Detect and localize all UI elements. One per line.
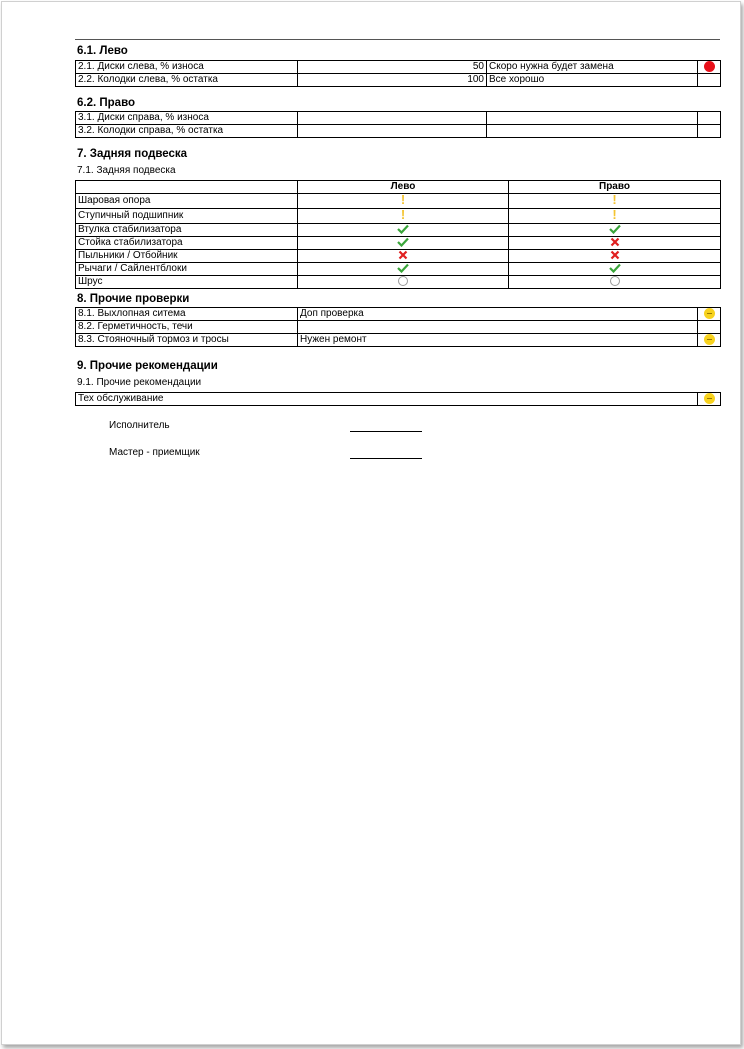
table-row: [76, 224, 721, 237]
row-label: Стойка стабилизатора: [76, 237, 298, 250]
table-row: [76, 194, 721, 209]
brakes-right-table: [75, 111, 721, 138]
row-comment: Скоро нужна будет замена: [487, 61, 698, 74]
checkmark-icon: [397, 224, 409, 234]
red-status-dot-icon: [704, 61, 715, 72]
left-status-cell: [298, 224, 509, 237]
row-label: Пыльники / Отбойник: [76, 250, 298, 263]
right-status-cell: [509, 263, 721, 276]
table-row: [76, 263, 721, 276]
section-8-title: 8. Прочие проверки: [77, 293, 190, 305]
warning-icon: !: [612, 193, 617, 207]
section-7-title: 7. Задняя подвеска: [77, 148, 188, 160]
table-row: [76, 237, 721, 250]
row-label: Втулка стабилизатора: [76, 224, 298, 237]
yellow-smiley-icon: [704, 334, 715, 345]
row-label: Шаровая опора: [76, 194, 298, 209]
empty-circle-icon: [398, 276, 408, 286]
checkmark-icon: [397, 263, 409, 273]
section-6-1-title: 6.1. Лево: [77, 45, 128, 57]
section-9-subtitle: 9.1. Прочие рекомендации: [77, 377, 202, 388]
left-status-cell: [298, 276, 509, 289]
status-cell: [698, 393, 721, 406]
status-cell: [698, 74, 721, 87]
column-header-right: Право: [509, 181, 721, 194]
table-header-row: [76, 181, 721, 194]
row-label: Тех обслуживание: [76, 393, 698, 406]
header-divider: [75, 39, 720, 40]
brakes-left-table: [75, 60, 721, 87]
right-status-cell: [509, 237, 721, 250]
warning-icon: !: [612, 208, 617, 222]
row-value: 50: [298, 61, 487, 74]
table-row: [76, 209, 721, 224]
recommendations-table: [75, 392, 721, 406]
row-label: 3.1. Диски справа, % износа: [76, 112, 298, 125]
executor-label: Исполнитель: [109, 420, 170, 431]
row-comment: Нужен ремонт: [298, 334, 698, 347]
checkmark-icon: [609, 263, 621, 273]
table-row: [76, 321, 721, 334]
section-6-2-title: 6.2. Право: [77, 97, 136, 109]
row-label: 3.2. Колодки справа, % остатка: [76, 125, 298, 138]
row-value: 100: [298, 74, 487, 87]
status-cell: [698, 112, 721, 125]
left-status-cell: [298, 209, 509, 224]
row-label: 2.1. Диски слева, % износа: [76, 61, 298, 74]
left-status-cell: [298, 194, 509, 209]
row-comment: [487, 112, 698, 125]
checkmark-icon: [609, 224, 621, 234]
empty-circle-icon: [610, 276, 620, 286]
row-comment: Все хорошо: [487, 74, 698, 87]
right-status-cell: [509, 194, 721, 209]
row-comment: [487, 125, 698, 138]
cross-icon: [610, 250, 620, 260]
right-status-cell: [509, 209, 721, 224]
row-comment: [298, 321, 698, 334]
cross-icon: [398, 250, 408, 260]
cross-icon: [610, 237, 620, 247]
document-page: [1, 1, 741, 1045]
master-label: Мастер - приемщик: [109, 447, 200, 458]
row-value: [298, 112, 487, 125]
section-9-title: 9. Прочие рекомендации: [77, 360, 218, 372]
row-label: 8.1. Выхлопная ситема: [76, 308, 298, 321]
row-label: 8.2. Герметичность, течи: [76, 321, 298, 334]
warning-icon: !: [400, 208, 406, 222]
status-cell: [698, 61, 721, 74]
table-row: [76, 308, 721, 321]
right-status-cell: [509, 276, 721, 289]
row-label: 8.3. Стояночный тормоз и тросы: [76, 334, 298, 347]
column-header-left: Лево: [298, 181, 509, 194]
yellow-smiley-icon: [704, 308, 715, 319]
right-status-cell: [509, 250, 721, 263]
master-signature-line: [350, 458, 422, 459]
warning-icon: !: [400, 193, 406, 207]
left-status-cell: [298, 237, 509, 250]
row-label: Рычаги / Сайлентблоки: [76, 263, 298, 276]
other-checks-table: [75, 307, 721, 347]
row-comment: Доп проверка: [298, 308, 698, 321]
row-label: Ступичный подшипник: [76, 209, 298, 224]
table-row: [76, 61, 721, 74]
status-cell: [698, 308, 721, 321]
section-7-subtitle: 7.1. Задняя подвеска: [77, 165, 176, 176]
header-empty: [76, 181, 298, 194]
table-row: [76, 276, 721, 289]
status-cell: [698, 321, 721, 334]
row-label: Шрус: [76, 276, 298, 289]
table-row: [76, 334, 721, 347]
checkmark-icon: [397, 237, 409, 247]
status-cell: [698, 125, 721, 138]
status-cell: [698, 334, 721, 347]
rear-suspension-table: [75, 180, 721, 289]
row-value: [298, 125, 487, 138]
table-row: [76, 125, 721, 138]
yellow-smiley-icon: [704, 393, 715, 404]
left-status-cell: [298, 263, 509, 276]
table-row: [76, 112, 721, 125]
right-status-cell: [509, 224, 721, 237]
table-row: [76, 250, 721, 263]
left-status-cell: [298, 250, 509, 263]
table-row: [76, 74, 721, 87]
row-label: 2.2. Колодки слева, % остатка: [76, 74, 298, 87]
executor-signature-line: [350, 431, 422, 432]
table-row: [76, 393, 721, 406]
